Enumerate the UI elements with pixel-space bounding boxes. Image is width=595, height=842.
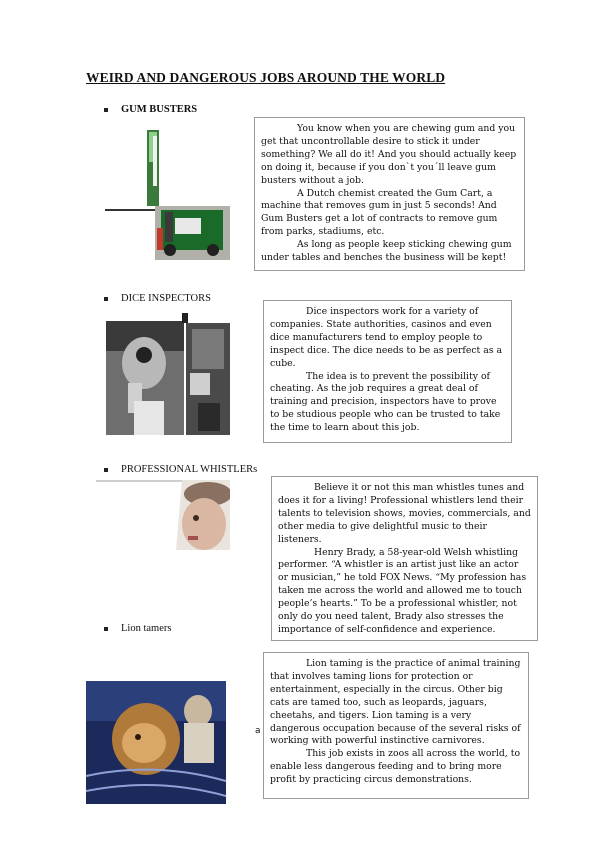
paragraph: As long as people keep sticking chewing gum under tables and benches the business will be kept! [261, 239, 512, 264]
paragraph: You know when you are chewing gum and you get that uncontrollable desire to stick it under something? We all do it! And you should actually keep on doing it, because if you don`t you´ll leave gum busters without a job. [261, 123, 517, 186]
gum-busters-text [254, 117, 525, 271]
heading-label: Lion tamers [121, 623, 172, 634]
lion-tamer-image [86, 681, 226, 804]
whistler-image [96, 480, 230, 550]
bullet-icon [104, 108, 108, 112]
dice-inspectors-text [263, 300, 512, 443]
whistlers-text [271, 476, 538, 641]
lion-tamers-text [263, 652, 529, 799]
dice-inspector-image [106, 313, 230, 435]
heading-label: PROFESSIONAL WHISTLERs [121, 464, 258, 475]
bullet-icon [104, 468, 108, 472]
paragraph: Lion taming is the practice of animal training that involves taming lions for protection or entertainment, especially in the circus. Other big cats are tamed too, such as leopards, jaguars, cheetahs, and tigers. Lion taming is a very dangerous occupation because of the several risks of working with powerful instinctive carnivores. [270, 658, 521, 747]
paragraph: Henry Brady, a 58-year-old Welsh whistling performer. “A whistler is an artist just like an actor or musician,” he told FOX News. “My profession has taken me across the world and allowed me to touch people’s hearts.” To be a professional whistler, not only do you need talent, Brady also stresses the importance of self-confidence and experience. [278, 546, 527, 635]
paragraph: The idea is to prevent the possibility of cheating. As the job requires a great deal of training and precision, inspectors have to prove to be studious people who can be trusted to take the time to learn about this job. [270, 370, 501, 434]
paragraph: Dice inspectors work for a variety of companies. State authorities, casinos and even dice manufacturers tend to employ people to inspect dice. The dice needs to be as perfect as a cube. [270, 306, 503, 369]
page-title: WEIRD AND DANGEROUS JOBS AROUND THE WORLD [86, 70, 446, 85]
bullet-icon [104, 297, 108, 301]
anchor-marker: a [255, 726, 261, 736]
heading-label: DICE INSPECTORS [121, 293, 211, 304]
gum-cart-image [105, 128, 230, 260]
bullet-icon [104, 627, 108, 631]
heading-label: GUM BUSTERS [121, 104, 198, 115]
paragraph: A Dutch chemist created the Gum Cart, a machine that removes gum in just 5 seconds! And Gum Busters get a lot of contracts to remove gum from parks, stadiums, etc. [261, 187, 498, 238]
paragraph: Believe it or not this man whistles tunes and does it for a living! Professional whistlers lend their talents to television shows, movies, commercials, and other media to give delightful music to their listeners. [278, 482, 531, 545]
paragraph: This job exists in zoos all across the world, to enable less dangerous feeding and to bring more profit by practicing circus demonstrations. [270, 748, 521, 786]
